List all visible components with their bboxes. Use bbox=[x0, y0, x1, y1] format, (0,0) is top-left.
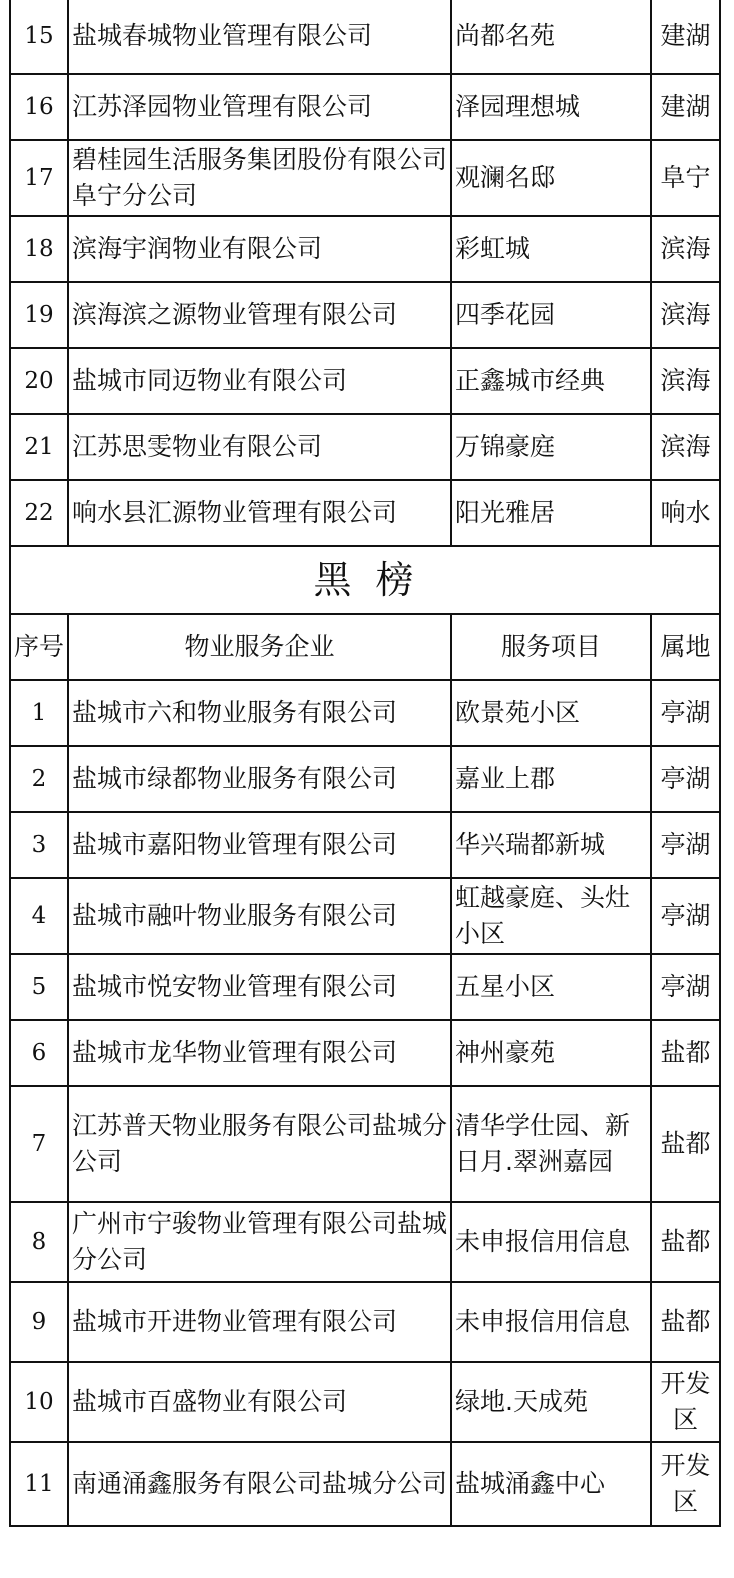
company-name: 盐城市绿都物业服务有限公司 bbox=[68, 746, 451, 812]
blacklist-section bbox=[10, 546, 720, 680]
table-header-row bbox=[10, 614, 720, 680]
service-project: 万锦豪庭 bbox=[451, 414, 651, 480]
company-name: 盐城市龙华物业管理有限公司 bbox=[68, 1020, 451, 1086]
header-region: 属地 bbox=[651, 614, 720, 680]
service-project: 阳光雅居 bbox=[451, 480, 651, 546]
table-row bbox=[10, 0, 720, 74]
table-row bbox=[10, 954, 720, 1020]
region: 亭湖 bbox=[651, 746, 720, 812]
header-no: 序号 bbox=[10, 614, 68, 680]
company-name: 南通涌鑫服务有限公司盐城分公司 bbox=[68, 1442, 451, 1526]
region: 滨海 bbox=[651, 414, 720, 480]
company-name: 盐城市六和物业服务有限公司 bbox=[68, 680, 451, 746]
section-title: 黑榜 bbox=[10, 546, 720, 614]
property-table bbox=[9, 0, 721, 1527]
service-project: 观澜名邸 bbox=[451, 140, 651, 216]
table-row bbox=[10, 878, 720, 954]
header-company: 物业服务企业 bbox=[68, 614, 451, 680]
service-project: 尚都名苑 bbox=[451, 0, 651, 74]
row-number: 4 bbox=[10, 878, 68, 954]
row-number: 10 bbox=[10, 1362, 68, 1442]
company-name: 盐城市百盛物业有限公司 bbox=[68, 1362, 451, 1442]
row-number: 8 bbox=[10, 1202, 68, 1282]
table-row bbox=[10, 74, 720, 140]
table-row bbox=[10, 480, 720, 546]
company-name: 盐城市同迈物业有限公司 bbox=[68, 348, 451, 414]
table-row bbox=[10, 1020, 720, 1086]
row-number: 5 bbox=[10, 954, 68, 1020]
row-number: 7 bbox=[10, 1086, 68, 1202]
top-rows bbox=[10, 0, 720, 546]
company-name: 盐城市开进物业管理有限公司 bbox=[68, 1282, 451, 1362]
company-name: 江苏普天物业服务有限公司盐城分公司 bbox=[68, 1086, 451, 1202]
region: 亭湖 bbox=[651, 680, 720, 746]
row-number: 3 bbox=[10, 812, 68, 878]
row-number: 17 bbox=[10, 140, 68, 216]
row-number: 22 bbox=[10, 480, 68, 546]
company-name: 盐城春城物业管理有限公司 bbox=[68, 0, 451, 74]
service-project: 绿地.天成苑 bbox=[451, 1362, 651, 1442]
service-project: 正鑫城市经典 bbox=[451, 348, 651, 414]
company-name: 碧桂园生活服务集团股份有限公司阜宁分公司 bbox=[68, 140, 451, 216]
row-number: 15 bbox=[10, 0, 68, 74]
section-title-row bbox=[10, 546, 720, 614]
region: 亭湖 bbox=[651, 812, 720, 878]
company-name: 盐城市嘉阳物业管理有限公司 bbox=[68, 812, 451, 878]
region: 滨海 bbox=[651, 282, 720, 348]
company-name: 滨海宇润物业有限公司 bbox=[68, 216, 451, 282]
region: 亭湖 bbox=[651, 878, 720, 954]
table-row bbox=[10, 680, 720, 746]
blacklist-rows bbox=[10, 680, 720, 1526]
table-row bbox=[10, 1086, 720, 1202]
service-project: 虹越豪庭、头灶小区 bbox=[451, 878, 651, 954]
region: 盐都 bbox=[651, 1086, 720, 1202]
table-row bbox=[10, 1442, 720, 1526]
service-project: 五星小区 bbox=[451, 954, 651, 1020]
header-project: 服务项目 bbox=[451, 614, 651, 680]
region: 阜宁 bbox=[651, 140, 720, 216]
region: 盐都 bbox=[651, 1202, 720, 1282]
table-row bbox=[10, 216, 720, 282]
row-number: 11 bbox=[10, 1442, 68, 1526]
service-project: 华兴瑞都新城 bbox=[451, 812, 651, 878]
service-project: 盐城涌鑫中心 bbox=[451, 1442, 651, 1526]
region: 盐都 bbox=[651, 1020, 720, 1086]
service-project: 未申报信用信息 bbox=[451, 1282, 651, 1362]
region: 开发区 bbox=[651, 1442, 720, 1526]
company-name: 盐城市融叶物业服务有限公司 bbox=[68, 878, 451, 954]
company-name: 响水县汇源物业管理有限公司 bbox=[68, 480, 451, 546]
table-row bbox=[10, 812, 720, 878]
region: 滨海 bbox=[651, 216, 720, 282]
company-name: 江苏思雯物业有限公司 bbox=[68, 414, 451, 480]
row-number: 6 bbox=[10, 1020, 68, 1086]
table-row bbox=[10, 348, 720, 414]
row-number: 18 bbox=[10, 216, 68, 282]
company-name: 江苏泽园物业管理有限公司 bbox=[68, 74, 451, 140]
service-project: 欧景苑小区 bbox=[451, 680, 651, 746]
row-number: 2 bbox=[10, 746, 68, 812]
table-row bbox=[10, 1362, 720, 1442]
service-project: 神州豪苑 bbox=[451, 1020, 651, 1086]
row-number: 9 bbox=[10, 1282, 68, 1362]
table-row bbox=[10, 414, 720, 480]
table-row bbox=[10, 746, 720, 812]
row-number: 1 bbox=[10, 680, 68, 746]
region: 建湖 bbox=[651, 74, 720, 140]
table-row bbox=[10, 1202, 720, 1282]
region: 盐都 bbox=[651, 1282, 720, 1362]
company-name: 滨海滨之源物业管理有限公司 bbox=[68, 282, 451, 348]
row-number: 20 bbox=[10, 348, 68, 414]
service-project: 四季花园 bbox=[451, 282, 651, 348]
region: 建湖 bbox=[651, 0, 720, 74]
table-row bbox=[10, 140, 720, 216]
service-project: 未申报信用信息 bbox=[451, 1202, 651, 1282]
service-project: 泽园理想城 bbox=[451, 74, 651, 140]
company-name: 广州市宁骏物业管理有限公司盐城分公司 bbox=[68, 1202, 451, 1282]
table-row bbox=[10, 282, 720, 348]
service-project: 彩虹城 bbox=[451, 216, 651, 282]
service-project: 清华学仕园、新日月.翠洲嘉园 bbox=[451, 1086, 651, 1202]
region: 响水 bbox=[651, 480, 720, 546]
region: 亭湖 bbox=[651, 954, 720, 1020]
region: 滨海 bbox=[651, 348, 720, 414]
region: 开发区 bbox=[651, 1362, 720, 1442]
row-number: 19 bbox=[10, 282, 68, 348]
table-row bbox=[10, 1282, 720, 1362]
company-name: 盐城市悦安物业管理有限公司 bbox=[68, 954, 451, 1020]
row-number: 21 bbox=[10, 414, 68, 480]
service-project: 嘉业上郡 bbox=[451, 746, 651, 812]
row-number: 16 bbox=[10, 74, 68, 140]
